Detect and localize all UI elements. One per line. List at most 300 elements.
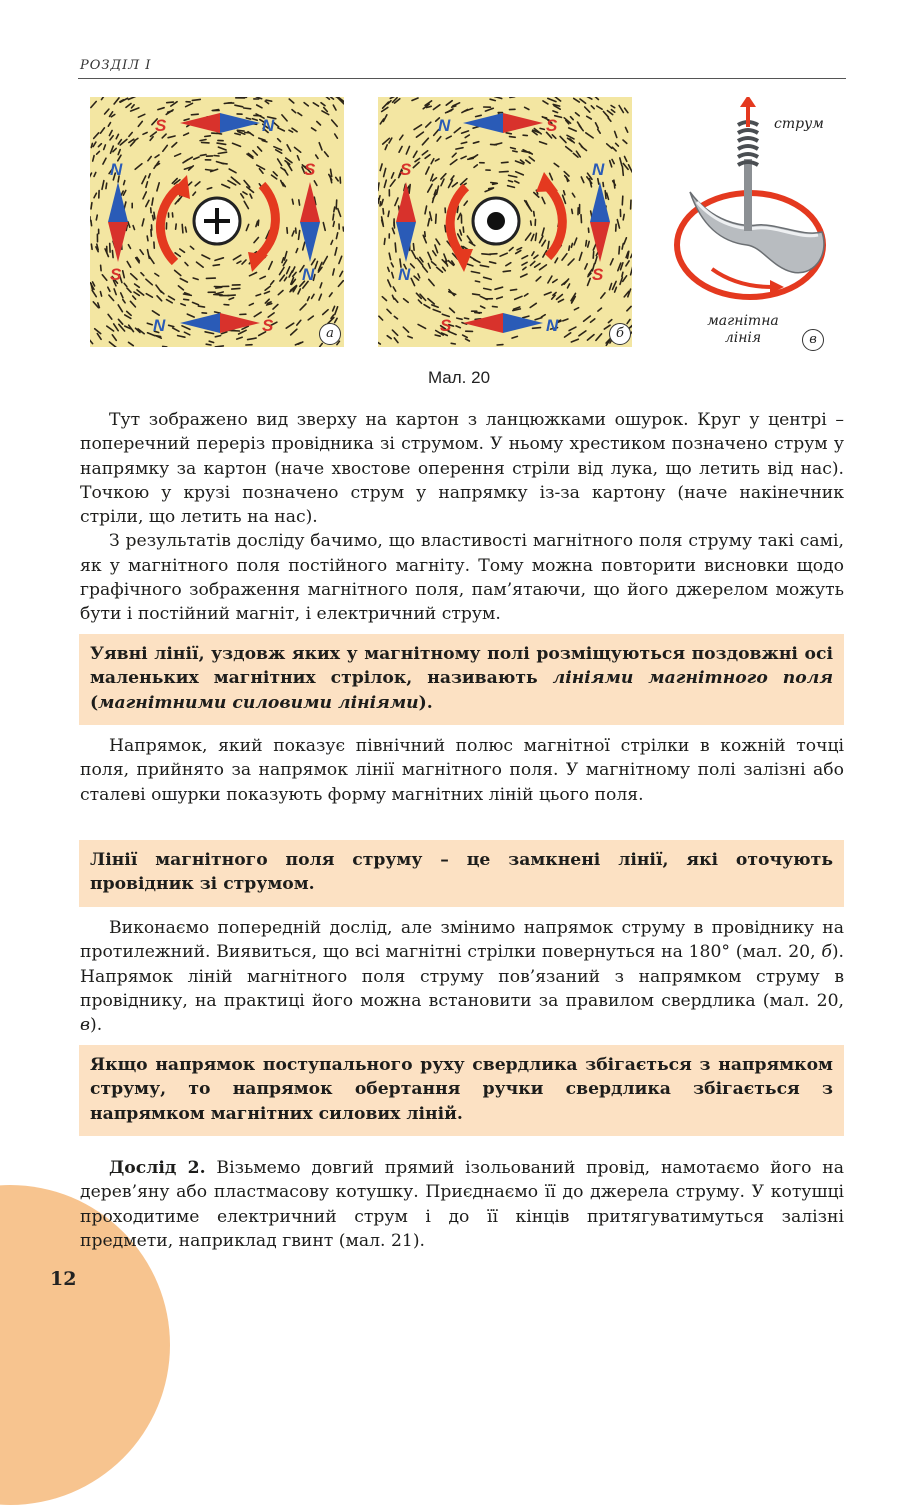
dot-symbol bbox=[487, 212, 505, 230]
iron-filing bbox=[114, 324, 119, 331]
iron-filing bbox=[471, 272, 479, 274]
iron-filing bbox=[323, 257, 327, 265]
label-current: струм bbox=[774, 116, 824, 133]
iron-filing bbox=[222, 184, 230, 188]
iron-filing bbox=[329, 293, 332, 297]
iron-filing bbox=[379, 316, 383, 320]
iron-filing bbox=[571, 117, 574, 120]
iron-filing bbox=[540, 265, 547, 270]
iron-filing bbox=[536, 277, 541, 281]
iron-filing bbox=[568, 259, 574, 265]
iron-filing bbox=[603, 183, 604, 187]
iron-filing bbox=[287, 145, 291, 151]
iron-filing bbox=[588, 279, 591, 286]
iron-filing bbox=[626, 127, 628, 132]
iron-filing bbox=[217, 133, 222, 134]
iron-filing bbox=[553, 111, 558, 113]
iron-filing bbox=[155, 274, 159, 277]
iron-filing bbox=[287, 228, 288, 234]
iron-filing bbox=[571, 243, 572, 247]
iron-filing bbox=[493, 183, 498, 184]
iron-filing bbox=[105, 109, 109, 114]
text-block-3 bbox=[80, 916, 844, 1037]
iron-filing bbox=[608, 320, 611, 323]
iron-filing bbox=[437, 267, 443, 272]
compass-bottom-north-half bbox=[503, 313, 543, 333]
iron-filing bbox=[146, 294, 152, 298]
iron-filing bbox=[452, 153, 456, 157]
iron-filing bbox=[543, 101, 548, 104]
pole-label: S bbox=[304, 160, 316, 179]
iron-filing bbox=[435, 245, 438, 253]
iron-filing bbox=[91, 102, 96, 108]
iron-filing bbox=[509, 175, 517, 177]
iron-filing bbox=[319, 143, 322, 150]
definition-1 bbox=[90, 642, 833, 715]
iron-filing bbox=[192, 99, 200, 100]
iron-filing bbox=[124, 283, 127, 286]
iron-filing bbox=[506, 133, 511, 134]
iron-filing bbox=[102, 97, 105, 100]
iron-filing bbox=[425, 232, 426, 237]
iron-filing bbox=[601, 293, 605, 298]
iron-filing bbox=[292, 267, 295, 272]
definition-box-1 bbox=[79, 634, 844, 725]
iron-filing bbox=[271, 281, 274, 285]
iron-filing bbox=[631, 253, 632, 258]
iron-filing bbox=[185, 263, 188, 266]
iron-filing bbox=[333, 105, 336, 110]
iron-filing bbox=[495, 97, 502, 99]
iron-filing bbox=[623, 276, 627, 282]
iron-filing bbox=[607, 144, 612, 149]
iron-filing bbox=[280, 275, 285, 281]
iron-filing bbox=[560, 136, 566, 142]
iron-filing bbox=[244, 201, 248, 208]
iron-filing bbox=[548, 98, 556, 101]
iron-filing bbox=[321, 103, 325, 106]
iron-filing bbox=[132, 105, 135, 108]
iron-filing bbox=[425, 206, 427, 214]
iron-filing bbox=[250, 194, 252, 198]
iron-filing bbox=[181, 304, 185, 306]
iron-filing bbox=[254, 312, 261, 316]
iron-filing bbox=[446, 110, 452, 112]
iron-filing bbox=[338, 209, 341, 217]
iron-filing bbox=[100, 292, 101, 297]
paragraph-2: З результатів досліду бачимо, що властивості магнітного поля струму такі самі, як у магнітного поля постійного магніту. Тому можна повторити висновки щодо графічного зображення магнітного поля, пам’ятаючи, що його джерелом можуть бути і постійний магніт, і електричний струм. bbox=[80, 529, 844, 626]
iron-filing bbox=[586, 133, 593, 138]
iron-filing bbox=[195, 182, 200, 186]
iron-filing bbox=[388, 267, 390, 271]
iron-filing bbox=[169, 325, 174, 326]
iron-filing bbox=[395, 198, 398, 206]
iron-filing bbox=[452, 183, 457, 187]
iron-filing bbox=[343, 227, 344, 231]
iron-filing bbox=[626, 261, 629, 266]
iron-filing bbox=[400, 135, 403, 140]
iron-filing bbox=[91, 220, 92, 225]
iron-filing bbox=[333, 214, 334, 220]
iron-filing bbox=[569, 128, 577, 131]
definition-2: Лінії магнітного поля струму – це замкнені лінії, які оточують провідник зі струмом. bbox=[90, 848, 833, 897]
iron-filing bbox=[542, 228, 544, 235]
iron-filing bbox=[147, 236, 148, 241]
iron-filing bbox=[128, 97, 136, 100]
iron-filing bbox=[157, 296, 162, 301]
iron-filing bbox=[314, 181, 317, 186]
iron-filing bbox=[378, 183, 379, 191]
iron-filing bbox=[138, 114, 144, 117]
iron-filing bbox=[484, 277, 492, 279]
iron-filing bbox=[595, 257, 597, 264]
iron-filing bbox=[558, 299, 563, 302]
iron-filing bbox=[178, 286, 183, 290]
iron-filing bbox=[317, 122, 321, 126]
iron-filing bbox=[118, 140, 121, 144]
iron-filing bbox=[104, 145, 106, 150]
iron-filing bbox=[184, 133, 189, 135]
iron-filing bbox=[597, 106, 602, 109]
page-number: 12 bbox=[50, 1268, 76, 1290]
iron-filing bbox=[506, 263, 511, 266]
iron-filing bbox=[433, 251, 436, 256]
iron-filing bbox=[423, 266, 428, 272]
iron-filing bbox=[382, 200, 384, 205]
iron-filing bbox=[428, 264, 430, 269]
iron-filing bbox=[323, 223, 325, 231]
iron-filing bbox=[451, 343, 455, 344]
iron-filing bbox=[598, 179, 599, 184]
definition-box-2 bbox=[79, 840, 844, 907]
iron-filing bbox=[256, 294, 261, 296]
iron-filing bbox=[141, 273, 144, 276]
iron-filing bbox=[256, 221, 258, 226]
paragraph-1: Тут зображено вид зверху на картон з ланцюжками ошурок. Круг у центрі – поперечний переріз провідника зі струмом. У ньому хрестиком позначено струм у напрямку за картон (наче хвостове оперення стріли від лука, що летить від нас). Точкою у крузі позначено струм у напрямку із-за картону (наче накінечник стріли, що летить на нас). bbox=[80, 408, 844, 529]
iron-filing bbox=[629, 165, 633, 172]
iron-filing bbox=[151, 230, 152, 237]
iron-filing bbox=[320, 283, 322, 288]
iron-filing bbox=[458, 213, 461, 219]
iron-filing bbox=[413, 244, 414, 251]
iron-filing bbox=[456, 148, 463, 149]
iron-filing bbox=[389, 253, 390, 259]
iron-filing bbox=[333, 306, 335, 311]
iron-filing bbox=[213, 265, 219, 266]
iron-filing bbox=[107, 326, 114, 331]
pole-label: N bbox=[302, 265, 315, 284]
iron-filing bbox=[446, 136, 451, 139]
iron-filing bbox=[209, 341, 213, 342]
iron-filing bbox=[237, 130, 244, 131]
iron-filing bbox=[206, 344, 211, 345]
iron-filing bbox=[118, 319, 122, 324]
pole-label: S bbox=[592, 265, 604, 284]
iron-filing bbox=[182, 326, 190, 330]
iron-filing bbox=[175, 253, 180, 257]
compass-bottom-south-half bbox=[463, 313, 503, 333]
iron-filing bbox=[535, 318, 542, 320]
iron-filing bbox=[95, 329, 101, 334]
paragraph-4-c: ). Напрямок ліній магнітного поля струму пов’язаний з напрямком струму в провіднику, на практиці його можна встановити за правилом свердлика (мал. 20, bbox=[80, 942, 844, 1011]
iron-filing bbox=[300, 304, 306, 310]
iron-filing bbox=[127, 288, 131, 292]
term-magnetic-field-lines: лініями магнітного поля bbox=[553, 668, 833, 688]
iron-filing bbox=[243, 192, 247, 194]
iron-filing bbox=[615, 131, 617, 137]
iron-filing bbox=[244, 108, 251, 109]
iron-filing bbox=[435, 335, 440, 336]
iron-filing bbox=[246, 118, 250, 119]
iron-filing bbox=[475, 281, 479, 282]
iron-filing bbox=[563, 319, 568, 321]
iron-filing bbox=[237, 261, 241, 263]
iron-filing bbox=[392, 330, 397, 335]
iron-filing bbox=[415, 158, 420, 161]
field-arrow-left bbox=[160, 187, 180, 262]
iron-filing bbox=[121, 293, 123, 298]
iron-filing bbox=[509, 248, 513, 251]
iron-filing bbox=[531, 221, 532, 225]
iron-filing bbox=[217, 143, 226, 144]
iron-filing bbox=[461, 156, 466, 158]
text-block-2 bbox=[80, 734, 844, 807]
iron-filing bbox=[378, 199, 379, 203]
iron-filing bbox=[568, 284, 570, 288]
iron-filing bbox=[184, 332, 189, 335]
iron-filing bbox=[113, 148, 116, 151]
iron-filing bbox=[418, 324, 426, 328]
iron-filing bbox=[335, 134, 338, 138]
iron-filing bbox=[475, 312, 480, 313]
iron-filing bbox=[232, 288, 240, 289]
iron-filing bbox=[392, 273, 394, 278]
compass-left-south-half bbox=[108, 222, 128, 262]
iron-filing bbox=[93, 156, 94, 162]
iron-filing bbox=[129, 133, 132, 137]
iron-filing bbox=[384, 168, 386, 176]
iron-filing bbox=[517, 248, 522, 250]
iron-filing bbox=[485, 108, 493, 111]
iron-filing bbox=[106, 183, 107, 188]
iron-filing bbox=[617, 220, 619, 229]
header-rule bbox=[78, 78, 846, 79]
iron-filing bbox=[511, 289, 517, 290]
iron-filing bbox=[603, 112, 608, 118]
iron-filing bbox=[253, 151, 257, 156]
iron-filing bbox=[292, 128, 297, 132]
iron-filing bbox=[522, 262, 527, 265]
iron-filing bbox=[463, 227, 464, 232]
iron-filing bbox=[531, 261, 535, 265]
iron-filing bbox=[102, 181, 104, 190]
iron-filing bbox=[131, 274, 137, 280]
pole-label: N bbox=[398, 265, 411, 284]
iron-filing bbox=[432, 262, 436, 266]
iron-filing bbox=[333, 222, 334, 227]
iron-filing bbox=[594, 97, 599, 100]
corkscrew-rule: Якщо напрямок поступального руху свердлика збігається з напрямком струму, то напрямок обертання ручки свердлика збігається з напрямком магнітних силових ліній. bbox=[90, 1053, 833, 1126]
iron-filing bbox=[101, 128, 105, 133]
iron-filing bbox=[197, 262, 204, 267]
iron-filing bbox=[134, 138, 138, 141]
iron-filing bbox=[490, 99, 495, 100]
iron-filing bbox=[147, 323, 152, 325]
iron-filing bbox=[167, 300, 173, 303]
iron-filing bbox=[509, 181, 513, 182]
iron-filing bbox=[193, 278, 198, 280]
paragraph-5 bbox=[80, 1156, 844, 1253]
iron-filing bbox=[572, 209, 573, 213]
iron-filing bbox=[97, 151, 100, 154]
iron-filing bbox=[167, 102, 174, 103]
iron-filing bbox=[296, 249, 298, 253]
iron-filing bbox=[607, 193, 609, 199]
iron-filing bbox=[298, 113, 302, 116]
iron-filing bbox=[339, 256, 342, 263]
iron-filing bbox=[428, 252, 431, 260]
iron-filing bbox=[494, 143, 501, 145]
iron-filing bbox=[319, 294, 321, 300]
iron-filing bbox=[456, 326, 460, 328]
iron-filing bbox=[304, 103, 308, 106]
iron-filing bbox=[437, 137, 441, 142]
iron-filing bbox=[550, 173, 553, 180]
iron-filing bbox=[495, 287, 503, 289]
iron-filing bbox=[610, 161, 612, 167]
iron-filing bbox=[481, 306, 485, 308]
iron-filing bbox=[429, 279, 434, 285]
definition-1-text: Уявні лінії, уздовж яких у магнітному полі розміщуються поздовжні осі маленьких магнітних стрілок, називають bbox=[90, 644, 833, 688]
iron-filing bbox=[249, 304, 253, 306]
iron-filing bbox=[431, 159, 434, 164]
iron-filing bbox=[418, 300, 421, 303]
iron-filing bbox=[515, 181, 519, 183]
panel-badge-c: в bbox=[802, 329, 824, 351]
iron-filing bbox=[150, 137, 153, 141]
iron-filing bbox=[90, 340, 93, 344]
iron-filing bbox=[152, 311, 159, 315]
figure-panel-c bbox=[672, 97, 847, 357]
paragraph-4-ref-b: б bbox=[821, 942, 832, 962]
iron-filing bbox=[596, 123, 599, 128]
iron-filing bbox=[190, 246, 193, 249]
iron-filing bbox=[184, 119, 189, 120]
iron-filing bbox=[323, 310, 328, 315]
iron-filing bbox=[541, 315, 545, 317]
iron-filing bbox=[91, 143, 92, 147]
iron-filing bbox=[516, 172, 524, 175]
iron-filing bbox=[445, 225, 446, 231]
iron-filing bbox=[118, 150, 120, 155]
iron-filing bbox=[474, 165, 477, 168]
iron-filing bbox=[241, 194, 244, 198]
field-arrow-right bbox=[258, 185, 275, 257]
iron-filing bbox=[465, 318, 469, 319]
iron-filing bbox=[569, 327, 576, 331]
iron-filing bbox=[312, 294, 314, 298]
iron-filing bbox=[200, 140, 206, 141]
pole-label: S bbox=[262, 316, 274, 335]
iron-filing bbox=[169, 296, 175, 300]
iron-filing bbox=[215, 312, 221, 313]
field-arrow-right-head bbox=[248, 252, 268, 272]
iron-filing bbox=[215, 336, 220, 337]
iron-filing bbox=[598, 308, 602, 311]
iron-filing bbox=[565, 333, 571, 337]
iron-filing bbox=[610, 284, 612, 290]
iron-filing bbox=[269, 262, 273, 270]
iron-filing bbox=[500, 253, 507, 256]
experiment-2-label: Дослід 2. bbox=[109, 1158, 206, 1178]
iron-filing bbox=[246, 224, 248, 230]
iron-filing bbox=[476, 115, 482, 116]
iron-filing bbox=[260, 276, 265, 278]
iron-filing bbox=[624, 238, 626, 244]
iron-filing bbox=[286, 323, 294, 328]
iron-filing bbox=[468, 158, 474, 159]
iron-filings-field-b bbox=[378, 97, 632, 347]
paragraph-4 bbox=[80, 916, 844, 1037]
iron-filing bbox=[521, 274, 527, 277]
iron-filing bbox=[540, 128, 544, 129]
iron-filings-field-a bbox=[90, 97, 344, 347]
iron-filing bbox=[193, 302, 199, 304]
iron-filing bbox=[133, 296, 136, 299]
iron-filing bbox=[283, 260, 286, 266]
iron-filing bbox=[114, 98, 119, 104]
iron-filing bbox=[237, 337, 243, 339]
paren-open: ( bbox=[90, 693, 98, 713]
iron-filing bbox=[627, 306, 631, 310]
iron-filing bbox=[93, 282, 95, 286]
iron-filing bbox=[108, 287, 110, 291]
iron-filing bbox=[123, 300, 125, 303]
iron-filing bbox=[579, 331, 586, 336]
iron-filing bbox=[146, 279, 152, 285]
iron-filing bbox=[591, 106, 594, 109]
iron-filing bbox=[564, 191, 565, 195]
iron-filing bbox=[585, 107, 590, 112]
iron-filing bbox=[129, 342, 134, 345]
compass-right-south-half bbox=[300, 182, 320, 222]
iron-filing bbox=[308, 316, 313, 320]
iron-filing bbox=[193, 192, 196, 195]
iron-filing bbox=[96, 215, 97, 220]
iron-filing bbox=[178, 336, 185, 338]
iron-filing bbox=[596, 334, 602, 341]
iron-filing bbox=[460, 230, 462, 235]
iron-filing bbox=[119, 324, 125, 331]
iron-filing bbox=[450, 160, 457, 165]
iron-filing bbox=[202, 255, 210, 259]
iron-filing bbox=[331, 241, 333, 245]
iron-filing bbox=[406, 146, 409, 154]
iron-filing bbox=[535, 264, 540, 268]
iron-filing bbox=[432, 305, 438, 307]
iron-filing bbox=[542, 240, 546, 246]
figure-caption: Мал. 20 bbox=[0, 368, 918, 388]
iron-filing bbox=[146, 182, 148, 188]
iron-filing bbox=[163, 145, 168, 151]
iron-filing bbox=[242, 260, 246, 264]
iron-filing bbox=[384, 239, 385, 245]
iron-filing bbox=[292, 110, 296, 113]
iron-filing bbox=[142, 219, 144, 226]
iron-filing bbox=[554, 163, 559, 166]
iron-filing bbox=[461, 142, 466, 143]
pole-label: S bbox=[400, 160, 412, 179]
